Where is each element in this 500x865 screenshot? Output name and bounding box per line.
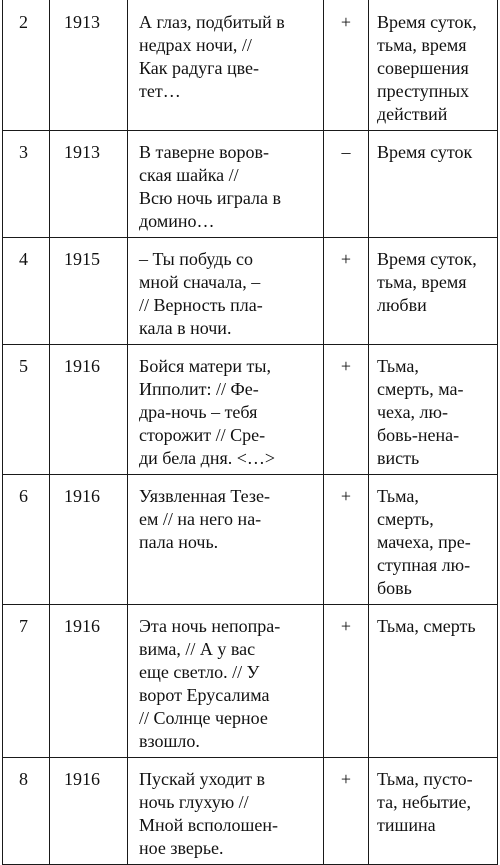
table-row: [3, 0, 498, 131]
table-row: [3, 131, 498, 238]
row-number: 3: [3, 131, 50, 238]
row-year: 1916: [50, 475, 128, 605]
row-quote: А глаз, подбитый в недрах ночи, // Как радуга цве- тет…: [128, 0, 324, 131]
row-meaning: Время суток, тьма, время любви: [369, 238, 498, 345]
row-sign: +: [324, 605, 369, 758]
row-year: 1913: [50, 0, 128, 131]
table-row: [3, 238, 498, 345]
row-meaning: Тьма, смерть, мачеха, пре- ступная лю- бовь: [369, 475, 498, 605]
row-number: 8: [3, 758, 50, 865]
row-number: 2: [3, 0, 50, 131]
row-sign: +: [324, 0, 369, 131]
row-year: 1916: [50, 605, 128, 758]
row-year: 1915: [50, 238, 128, 345]
row-meaning: Время суток, тьма, время совершения преступных действий: [369, 0, 498, 131]
row-number: 5: [3, 345, 50, 475]
row-sign: +: [324, 345, 369, 475]
table-row: [3, 605, 498, 758]
poem-night-table: [2, 0, 498, 865]
row-meaning: Тьма, смерть, ма- чеха, лю- бовь-нена- висть: [369, 345, 498, 475]
row-year: 1916: [50, 345, 128, 475]
row-sign: +: [324, 475, 369, 605]
table-row: [3, 758, 498, 865]
row-quote: – Ты побудь со мной сначала, – // Верность пла- кала в ночи.: [128, 238, 324, 345]
row-number: 4: [3, 238, 50, 345]
row-quote: Бойся матери ты, Ипполит: // Фе- дра-ночь – тебя сторожит // Сре- ди бела дня. <…>: [128, 345, 324, 475]
row-number: 7: [3, 605, 50, 758]
row-meaning: Тьма, смерть: [369, 605, 498, 758]
row-number: 6: [3, 475, 50, 605]
row-meaning: Время суток: [369, 131, 498, 238]
row-sign: +: [324, 238, 369, 345]
table-row: [3, 475, 498, 605]
row-quote: В таверне воров- ская шайка // Всю ночь играла в домино…: [128, 131, 324, 238]
row-sign: –: [324, 131, 369, 238]
row-meaning: Тьма, пусто- та, небытие, тишина: [369, 758, 498, 865]
table-row: [3, 345, 498, 475]
row-year: 1916: [50, 758, 128, 865]
row-quote: Пускай уходит в ночь глухую // Мной всполошен- ное зверье.: [128, 758, 324, 865]
row-sign: +: [324, 758, 369, 865]
table-body: [3, 0, 498, 865]
row-quote: Эта ночь непопра- вима, // А у вас еще светло. // У ворот Ерусалима // Солнце черное взошло.: [128, 605, 324, 758]
row-quote: Уязвленная Тезе- ем // на него на- пала ночь.: [128, 475, 324, 605]
row-year: 1913: [50, 131, 128, 238]
document-page: [2, 0, 498, 858]
